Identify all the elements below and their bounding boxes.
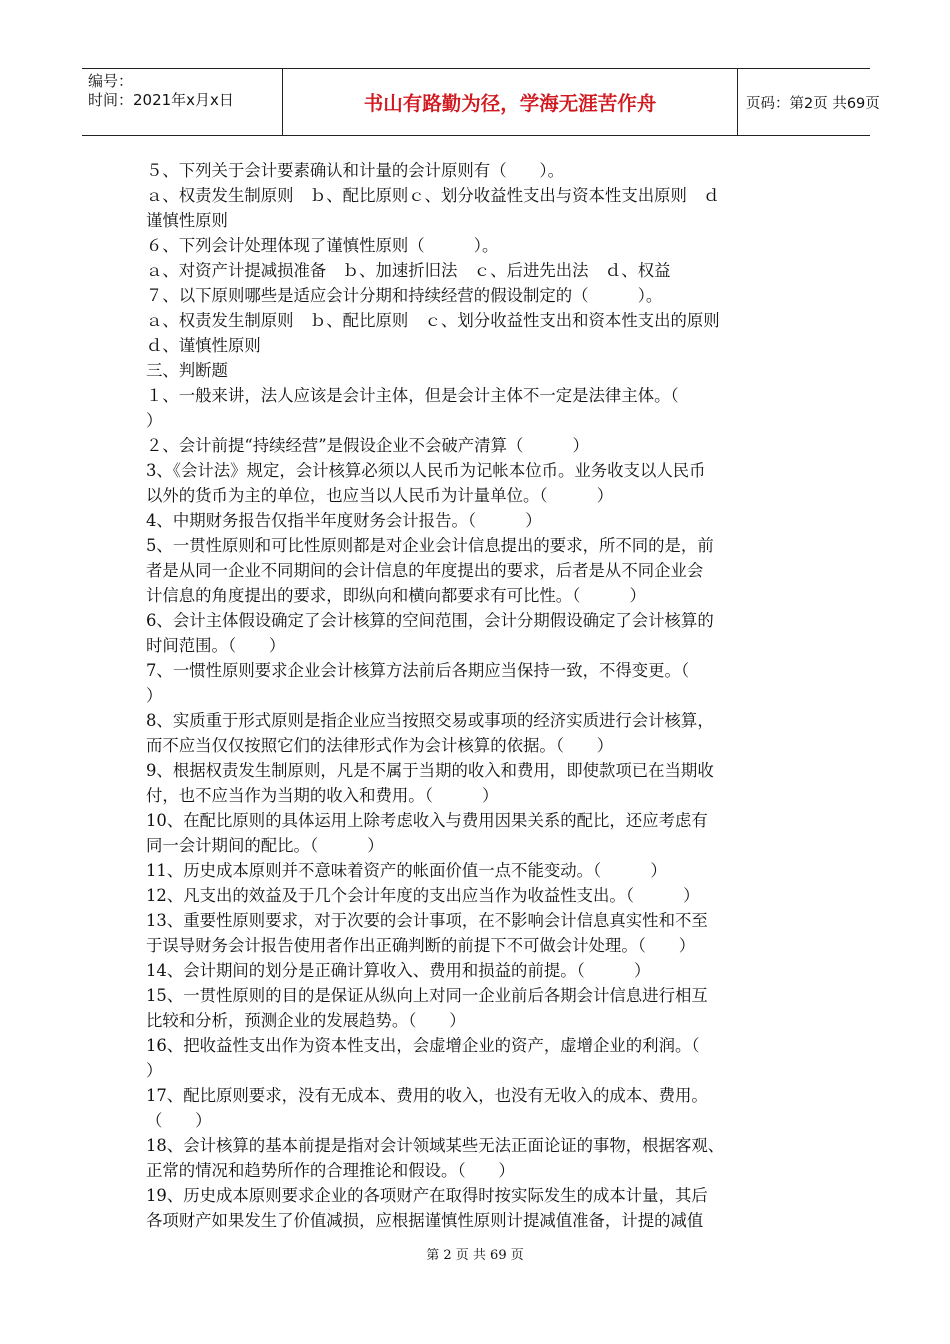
document-body — [146, 158, 816, 1233]
text-line: 19、历史成本原则要求企业的各项财产在取得时按实际发生的成本计量，其后 — [146, 1186, 708, 1205]
text-line: 8、实质重于形式原则是指企业应当按照交易或事项的经济实质进行会计核算， — [146, 711, 714, 730]
header-page-info: 页码：第2页 共69页 — [746, 95, 880, 112]
text-line: 17、配比原则要求，没有无成本、费用的收入，也没有无收入的成本、费用。 — [146, 1086, 708, 1105]
text-line: ｄ、谨慎性原则 — [146, 336, 261, 355]
text-line: 时间范围。（ ） — [146, 636, 286, 655]
page-header — [82, 68, 880, 136]
text-line: 者是从同一企业不同期间的会计信息的年度提出的要求，后者是从不同企业会 — [146, 561, 704, 580]
text-line: 15、一贯性原则的目的是保证从纵向上对同一企业前后各期会计信息进行相互 — [146, 986, 708, 1005]
text-line: 7、一惯性原则要求企业会计核算方法前后各期应当保持一致，不得变更。（ — [146, 661, 690, 680]
text-line: 而不应当仅仅按照它们的法律形式作为会计核算的依据。（ ） — [146, 736, 614, 755]
text-line: ａ、权责发生制原则 ｂ、配比原则ｃ、划分收益性支出与资本性支出原则 ｄ — [146, 186, 720, 205]
text-line: ７、以下原则哪些是适应会计分期和持续经营的假设制定的（ ）。 — [146, 286, 663, 305]
header-motto: 书山有路勤为径，学海无涯苦作舟 — [283, 69, 738, 135]
text-line: 比较和分析，预测企业的发展趋势。（ ） — [146, 1011, 466, 1030]
text-line: ２、会计前提“持续经营”是假设企业不会破产清算（ ） — [146, 436, 589, 455]
text-line: ５、下列关于会计要素确认和计量的会计原则有（ ）。 — [146, 161, 564, 180]
text-line: 计信息的角度提出的要求，即纵向和横向都要求有可比性。（ ） — [146, 586, 646, 605]
text-line: ） — [146, 411, 163, 430]
text-line: 10、在配比原则的具体运用上除考虑收入与费用因果关系的配比，还应考虑有 — [146, 811, 708, 830]
text-line: 3、《会计法》规定，会计核算必须以人民币为记帐本位币。业务收支以人民币 — [146, 461, 706, 480]
header-meta — [82, 69, 283, 135]
text-line: ａ、对资产计提减损准备 ｂ、加速折旧法 ｃ、后进先出法 ｄ、权益 — [146, 261, 671, 280]
text-line: 11、历史成本原则并不意味着资产的帐面价值一点不能变动。（ ） — [146, 861, 667, 880]
text-line: ａ、权责发生制原则 ｂ、配比原则 ｃ、划分收益性支出和资本性支出的原则 — [146, 311, 720, 330]
text-line: 12、凡支出的效益及于几个会计年度的支出应当作为收益性支出。（ ） — [146, 886, 700, 905]
text-line: 正常的情况和趋势所作的合理推论和假设。（ ） — [146, 1161, 515, 1180]
text-line: 6、会计主体假设确定了会计核算的空间范围，会计分期假设确定了会计核算的 — [146, 611, 714, 630]
text-line: 9、根据权责发生制原则，凡是不属于当期的收入和费用，即使款项已在当期收 — [146, 761, 714, 780]
date-label: 时间：2021年x月x日 — [88, 91, 234, 109]
text-line: 18、会计核算的基本前提是指对会计领域某些无法正面论证的事物，根据客观、 — [146, 1136, 725, 1155]
text-line: １、一般来讲，法人应该是会计主体，但是会计主体不一定是法律主体。（ — [146, 386, 679, 405]
text-line: （ ） — [146, 1111, 212, 1130]
text-line: 三、判断题 — [146, 361, 228, 380]
text-line: 14、会计期间的划分是正确计算收入、费用和损益的前提。（ ） — [146, 961, 651, 980]
serial-label: 编号： — [88, 72, 134, 90]
text-line: ６、下列会计处理体现了谨慎性原则（ ）。 — [146, 236, 499, 255]
page-footer: 第 2 页 共 69 页 — [426, 1248, 524, 1263]
text-line: 5、一贯性原则和可比性原则都是对企业会计信息提出的要求，所不同的是，前 — [146, 536, 714, 555]
text-line: 各项财产如果发生了价值减损，应根据谨慎性原则计提减值准备，计提的减值 — [146, 1211, 704, 1230]
text-line: 于误导财务会计报告使用者作出正确判断的前提下不可做会计处理。（ ） — [146, 936, 696, 955]
text-line: 4、中期财务报告仅指半年度财务会计报告。（ ） — [146, 511, 542, 530]
text-line: ） — [146, 686, 163, 705]
text-line: ） — [146, 1061, 163, 1080]
text-line: 以外的货币为主的单位，也应当以人民币为计量单位。（ ） — [146, 486, 614, 505]
text-line: 谨慎性原则 — [146, 211, 228, 230]
text-line: 付，也不应当作为当期的收入和费用。（ ） — [146, 786, 499, 805]
text-line: 13、重要性原则要求，对于次要的会计事项，在不影响会计信息真实性和不至 — [146, 911, 708, 930]
text-line: 16、把收益性支出作为资本性支出，会虚增企业的资产，虚增企业的利润。（ — [146, 1036, 700, 1055]
text-line: 同一会计期间的配比。（ ） — [146, 836, 384, 855]
